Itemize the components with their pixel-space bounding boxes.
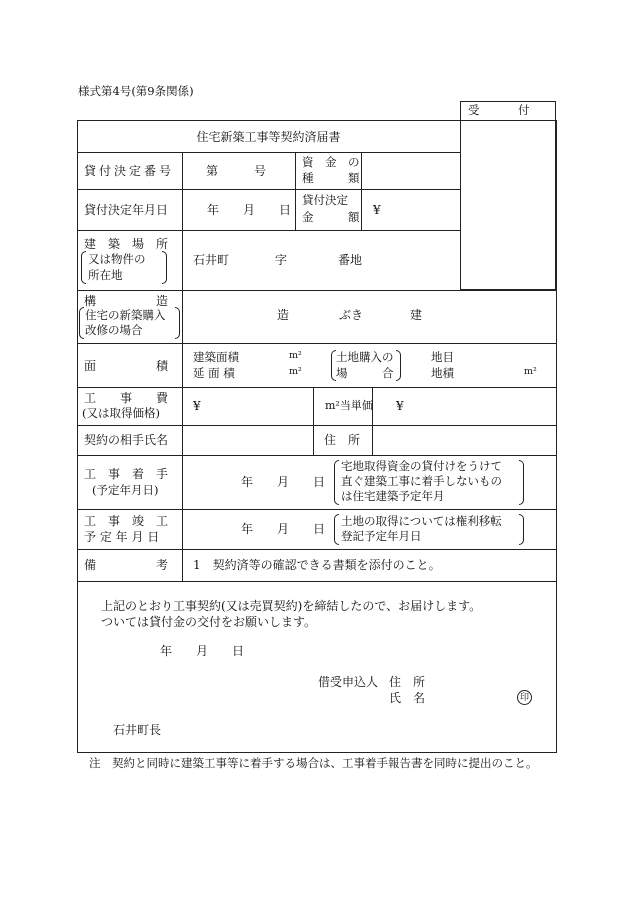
decision-amount-label-1: 貸付決定 — [302, 193, 348, 207]
reception-label: 受 付 — [468, 103, 531, 117]
structure-buki: ぶき — [339, 308, 364, 322]
start-label: 工 事 着 手 — [84, 467, 169, 481]
floor-area-label: 延 面 積 — [193, 366, 235, 380]
structure-sub-1: 住宅の新築購入 — [85, 308, 166, 322]
chiseki-label: 地積 — [431, 366, 454, 380]
contractor-address-label: 住 所 — [324, 433, 361, 447]
unit-price-yen: ¥ — [396, 399, 404, 413]
land-purchase-label-2: 場 合 — [336, 366, 394, 380]
contractor-label: 契約の相手氏名 — [84, 433, 169, 447]
remarks-label: 備 考 — [84, 558, 169, 572]
start-date: 年 月 日 — [241, 475, 326, 489]
site-aza: 字 — [275, 253, 288, 267]
cost-yen: ¥ — [193, 399, 201, 413]
decision-amount-label-2: 金 額 — [302, 210, 360, 224]
completion-label-2: 予 定 年 月 日 — [84, 530, 160, 544]
completion-note-1: 土地の取得については権利移転 — [341, 514, 502, 528]
completion-date: 年 月 日 — [241, 522, 326, 536]
floor-area-unit: m² — [289, 366, 302, 377]
site-banchi: 番地 — [338, 253, 363, 267]
applicant-name-label: 氏 名 — [389, 691, 426, 705]
applicant-address-label: 住 所 — [389, 675, 426, 689]
structure-label: 構 造 — [84, 294, 169, 308]
decision-date-value: 年 月 日 — [207, 203, 292, 217]
form-number: 様式第4号(第9条関係) — [78, 84, 194, 98]
building-area-label: 建築面積 — [193, 350, 239, 364]
fund-type-label-1: 資 金 の — [302, 155, 360, 169]
chiseki-unit: m² — [524, 366, 537, 377]
site-label: 建 築 場 所 — [84, 237, 169, 251]
declaration-line-1: 上記のとおり工事契約(又は売買契約)を締結したので、お届けします。 — [101, 599, 482, 613]
structure-sub-2: 改修の場合 — [85, 323, 143, 337]
seal-mark: 印 — [517, 690, 532, 705]
start-note-2: 直ぐ建築工事に着手しないもの — [341, 474, 502, 488]
applicant-label: 借受申込人 — [318, 675, 379, 689]
remarks-text: 1 契約済等の確認できる書類を添付のこと。 — [193, 558, 441, 572]
decision-amount-yen: ¥ — [373, 203, 381, 217]
start-sub: (予定年月日) — [92, 483, 159, 497]
footer-note: 注 契約と同時に建築工事等に着手する場合は、工事着手報告書を同時に提出のこと。 — [89, 756, 538, 770]
start-note-3: は住宅建築予定年月 — [341, 489, 445, 503]
start-note-1: 宅地取得資金の貸付けをうけて — [341, 459, 502, 473]
structure-ken: 建 — [410, 308, 423, 322]
form-title: 住宅新築工事等契約済届書 — [196, 130, 341, 144]
addressee: 石井町長 — [113, 723, 162, 737]
decision-date-label: 貸付決定年月日 — [84, 203, 169, 217]
structure-zo: 造 — [277, 308, 290, 322]
unit-price-label: m²当単価 — [325, 399, 373, 412]
decision-number-label: 貸付決定番号 — [84, 164, 175, 178]
fund-type-label-2: 種 類 — [302, 171, 360, 185]
area-label: 面 積 — [84, 359, 169, 373]
chimoku-label: 地目 — [431, 350, 454, 364]
completion-label-1: 工 事 竣 工 — [84, 514, 169, 528]
completion-note-2: 登記予定年月日 — [341, 529, 422, 543]
site-sub-1: 又は物件の — [88, 252, 146, 266]
declaration-line-2: ついては貸付金の交付をお願いします。 — [101, 615, 317, 629]
site-sub-2: 所在地 — [88, 268, 123, 282]
decision-number-value: 第 号 — [206, 164, 267, 178]
cost-label: 工 事 費 — [84, 391, 169, 405]
building-area-unit: m² — [289, 350, 302, 361]
cost-sub: (又は取得価格) — [82, 406, 160, 420]
land-purchase-label-1: 土地購入の — [336, 350, 394, 364]
site-town: 石井町 — [193, 253, 230, 267]
declaration-date: 年 月 日 — [160, 644, 245, 658]
